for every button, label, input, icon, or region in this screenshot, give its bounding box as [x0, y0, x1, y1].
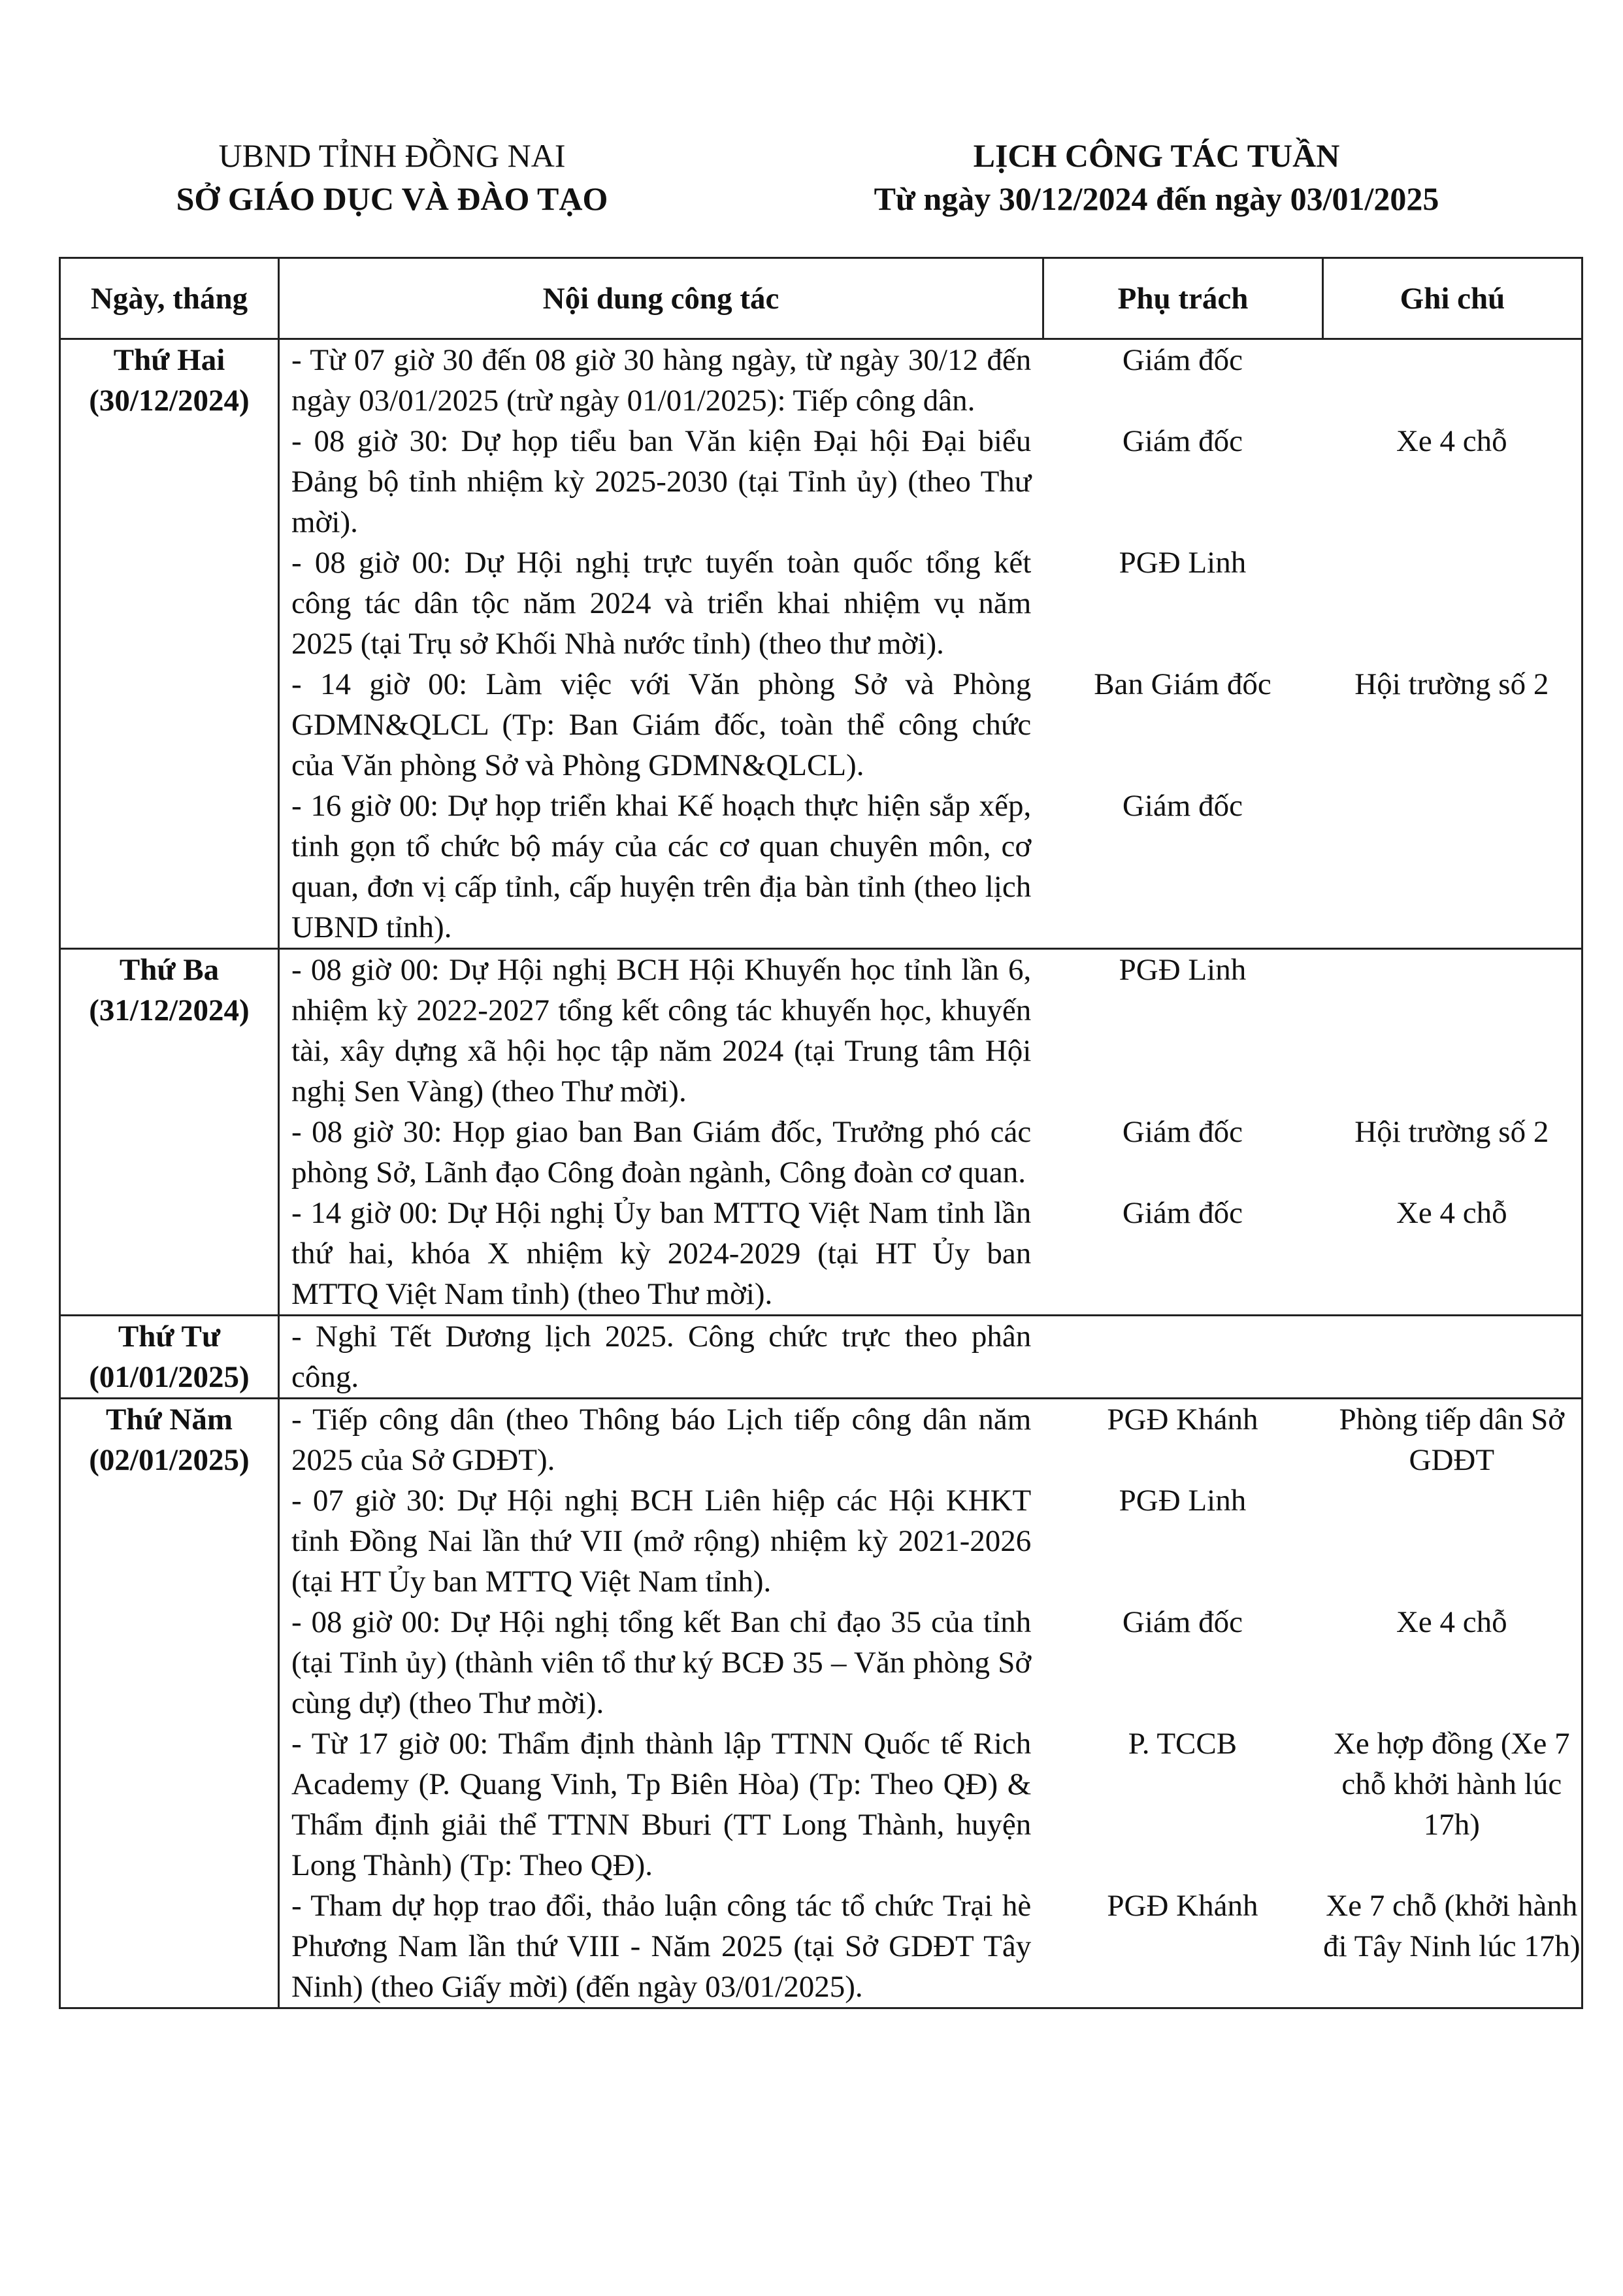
- entries-cell: [279, 339, 1582, 949]
- day-row-wednesday: [60, 1316, 1582, 1399]
- schedule-entry: [280, 1602, 1581, 1723]
- schedule-entry: [280, 340, 1581, 421]
- schedule-entry: [280, 950, 1581, 1112]
- issuing-organization: [124, 134, 660, 220]
- schedule-entry: [280, 1399, 1581, 1480]
- day-cell: [60, 1316, 279, 1399]
- day-date: (01/01/2025): [89, 1360, 250, 1394]
- entry-note: Phòng tiếp dân Sở GDĐT: [1339, 1403, 1565, 1477]
- schedule-entry: [280, 1112, 1581, 1193]
- schedule-entry: [280, 664, 1581, 786]
- entry-note: [1322, 786, 1581, 948]
- entry-content: - 14 giờ 00: Dự Hội nghị Ủy ban MTTQ Việt Nam tỉnh lần thứ hai, khóa X nhiệm kỳ 2024-2029 (tại HT Ủy ban MTTQ Việt Nam tỉnh) (theo Thư mời).: [291, 1196, 1032, 1311]
- entry-content: - Từ 17 giờ 00: Thẩm định thành lập TTNN Quốc tế Rich Academy (P. Quang Vinh, Tp Biên Hòa) (Tp: Theo QĐ) & Thẩm định giải thể TTNN Bburi (TT Long Thành, huyện Long Thành) (Tp: Theo QĐ).: [291, 1727, 1032, 1882]
- column-header-responsible: Phụ trách: [1043, 258, 1323, 339]
- day-cell: [60, 949, 279, 1316]
- entry-responsible: Giám đốc: [1122, 1115, 1243, 1149]
- day-name: Thứ Năm: [105, 1403, 233, 1437]
- day-row-monday: [60, 339, 1582, 949]
- entry-content: - Tiếp công dân (theo Thông báo Lịch tiếp công dân năm 2025 của Sở GDĐT).: [291, 1403, 1032, 1477]
- column-header-note: Ghi chú: [1323, 258, 1582, 339]
- entry-note: [1322, 340, 1581, 421]
- entry-content: - 08 giờ 30: Dự họp tiểu ban Văn kiện Đại hội Đại biểu Đảng bộ tỉnh nhiệm kỳ 2025-2030 (tại Tỉnh ủy) (theo Thư mời).: [291, 424, 1032, 539]
- entry-responsible: P. TCCB: [1128, 1727, 1238, 1761]
- entry-responsible: Giám đốc: [1122, 1605, 1243, 1639]
- day-date: (31/12/2024): [89, 993, 250, 1027]
- entry-note: Hội trường số 2: [1354, 1115, 1549, 1149]
- entry-content: - Tham dự họp trao đổi, thảo luận công tác tổ chức Trại hè Phương Nam lần thứ VIII - Năm 2025 (tại Sở GDĐT Tây Ninh) (theo Giấy mời) (đến ngày 03/01/2025).: [291, 1889, 1032, 2004]
- entry-responsible: PGĐ Linh: [1119, 1484, 1247, 1518]
- entry-responsible: Giám đốc: [1122, 343, 1243, 377]
- day-row-thursday: [60, 1399, 1582, 2008]
- entry-note: Xe 4 chỗ: [1396, 424, 1507, 458]
- entry-responsible: Giám đốc: [1122, 789, 1243, 823]
- schedule-entry: [280, 1886, 1581, 2007]
- entry-responsible: [1043, 1316, 1322, 1397]
- document-heading: [797, 134, 1516, 220]
- schedule-entry: [280, 421, 1581, 542]
- day-name: Thứ Tư: [118, 1320, 221, 1354]
- entry-responsible: Giám đốc: [1122, 424, 1243, 458]
- entry-content: - 08 giờ 00: Dự Hội nghị trực tuyến toàn quốc tổng kết công tác dân tộc năm 2024 và triển khai nhiệm vụ năm 2025 (tại Trụ sở Khối Nhà nước tỉnh) (theo thư mời).: [291, 546, 1032, 661]
- entry-note: [1322, 542, 1581, 664]
- table-header-row: [60, 258, 1582, 339]
- day-row-tuesday: [60, 949, 1582, 1316]
- entry-note: [1322, 1316, 1581, 1397]
- entries-cell: [279, 1399, 1582, 2008]
- entry-responsible: PGĐ Linh: [1119, 953, 1247, 987]
- schedule-entry: [280, 1723, 1581, 1886]
- org-line-1: UBND TỈNH ĐỒNG NAI: [218, 137, 566, 174]
- entry-content: - 16 giờ 00: Dự họp triển khai Kế hoạch thực hiện sắp xếp, tinh gọn tổ chức bộ máy của các cơ quan chuyên môn, cơ quan, đơn vị cấp tỉnh, cấp huyện trên địa bàn tỉnh (theo lịch UBND tỉnh).: [291, 789, 1032, 944]
- schedule-entry: [280, 1316, 1581, 1397]
- schedule-table: [59, 257, 1583, 2009]
- entry-note: Xe 4 chỗ: [1396, 1605, 1507, 1639]
- day-date: (30/12/2024): [89, 384, 250, 418]
- day-cell: [60, 1399, 279, 2008]
- entry-responsible: Ban Giám đốc: [1094, 667, 1271, 701]
- entry-responsible: PGĐ Khánh: [1107, 1403, 1258, 1437]
- entry-content: - Nghỉ Tết Dương lịch 2025. Công chức trực theo phân công.: [291, 1320, 1032, 1394]
- entry-content: - 08 giờ 00: Dự Hội nghị tổng kết Ban chỉ đạo 35 của tỉnh (tại Tỉnh ủy) (thành viên tổ thư ký BCĐ 35 – Văn phòng Sở cùng dự) (theo Thư mời).: [291, 1605, 1032, 1720]
- entry-responsible: Giám đốc: [1122, 1196, 1243, 1230]
- entry-responsible: PGĐ Linh: [1119, 546, 1247, 580]
- entry-content: - 08 giờ 00: Dự Hội nghị BCH Hội Khuyến học tỉnh lần 6, nhiệm kỳ 2022-2027 tổng kết công tác khuyến học, khuyến tài, xây dựng xã hội học tập năm 2024 (tại Trung tâm Hội nghị Sen Vàng) (theo Thư mời).: [291, 953, 1032, 1108]
- entry-note: Xe hợp đồng (Xe 7 chỗ khởi hành lúc 17h): [1333, 1727, 1570, 1842]
- entry-note: Xe 7 chỗ (khởi hành đi Tây Ninh lúc 17h): [1323, 1889, 1581, 1963]
- entries-cell: [279, 1316, 1582, 1399]
- schedule-entry: [280, 1193, 1581, 1314]
- org-line-2: SỞ GIÁO DỤC VÀ ĐÀO TẠO: [176, 180, 608, 217]
- column-header-day: Ngày, tháng: [60, 258, 279, 339]
- entry-content: - 08 giờ 30: Họp giao ban Ban Giám đốc, Trưởng phó các phòng Sở, Lãnh đạo Công đoàn ngành, Công đoàn cơ quan.: [291, 1115, 1032, 1190]
- day-name: Thứ Ba: [119, 953, 220, 987]
- entry-note: Xe 4 chỗ: [1396, 1196, 1507, 1230]
- entry-responsible: PGĐ Khánh: [1107, 1889, 1258, 1923]
- document-subtitle: Từ ngày 30/12/2024 đến ngày 03/01/2025: [874, 180, 1439, 217]
- schedule-entry: [280, 1480, 1581, 1602]
- entries-cell: [279, 949, 1582, 1316]
- schedule-entry: [280, 786, 1581, 948]
- entry-content: - 14 giờ 00: Làm việc với Văn phòng Sở và Phòng GDMN&QLCL (Tp: Ban Giám đốc, toàn thể công chức của Văn phòng Sở và Phòng GDMN&QLCL).: [291, 667, 1032, 782]
- column-header-content: Nội dung công tác: [279, 258, 1043, 339]
- document-title: LỊCH CÔNG TÁC TUẦN: [973, 137, 1340, 174]
- day-cell: [60, 339, 279, 949]
- schedule-entry: [280, 542, 1581, 664]
- entry-content: - Từ 07 giờ 30 đến 08 giờ 30 hàng ngày, từ ngày 30/12 đến ngày 03/01/2025 (trừ ngày 01/01/2025): Tiếp công dân.: [291, 343, 1032, 418]
- day-name: Thứ Hai: [113, 343, 225, 377]
- entry-note: Hội trường số 2: [1354, 667, 1549, 701]
- entry-note: [1322, 950, 1581, 1112]
- entry-note: [1322, 1480, 1581, 1602]
- day-date: (02/01/2025): [89, 1443, 250, 1477]
- entry-content: - 07 giờ 30: Dự Hội nghị BCH Liên hiệp các Hội KHKT tỉnh Đồng Nai lần thứ VII (mở rộng) nhiệm kỳ 2021-2026 (tại HT Ủy ban MTTQ Việt Nam tỉnh).: [291, 1484, 1032, 1599]
